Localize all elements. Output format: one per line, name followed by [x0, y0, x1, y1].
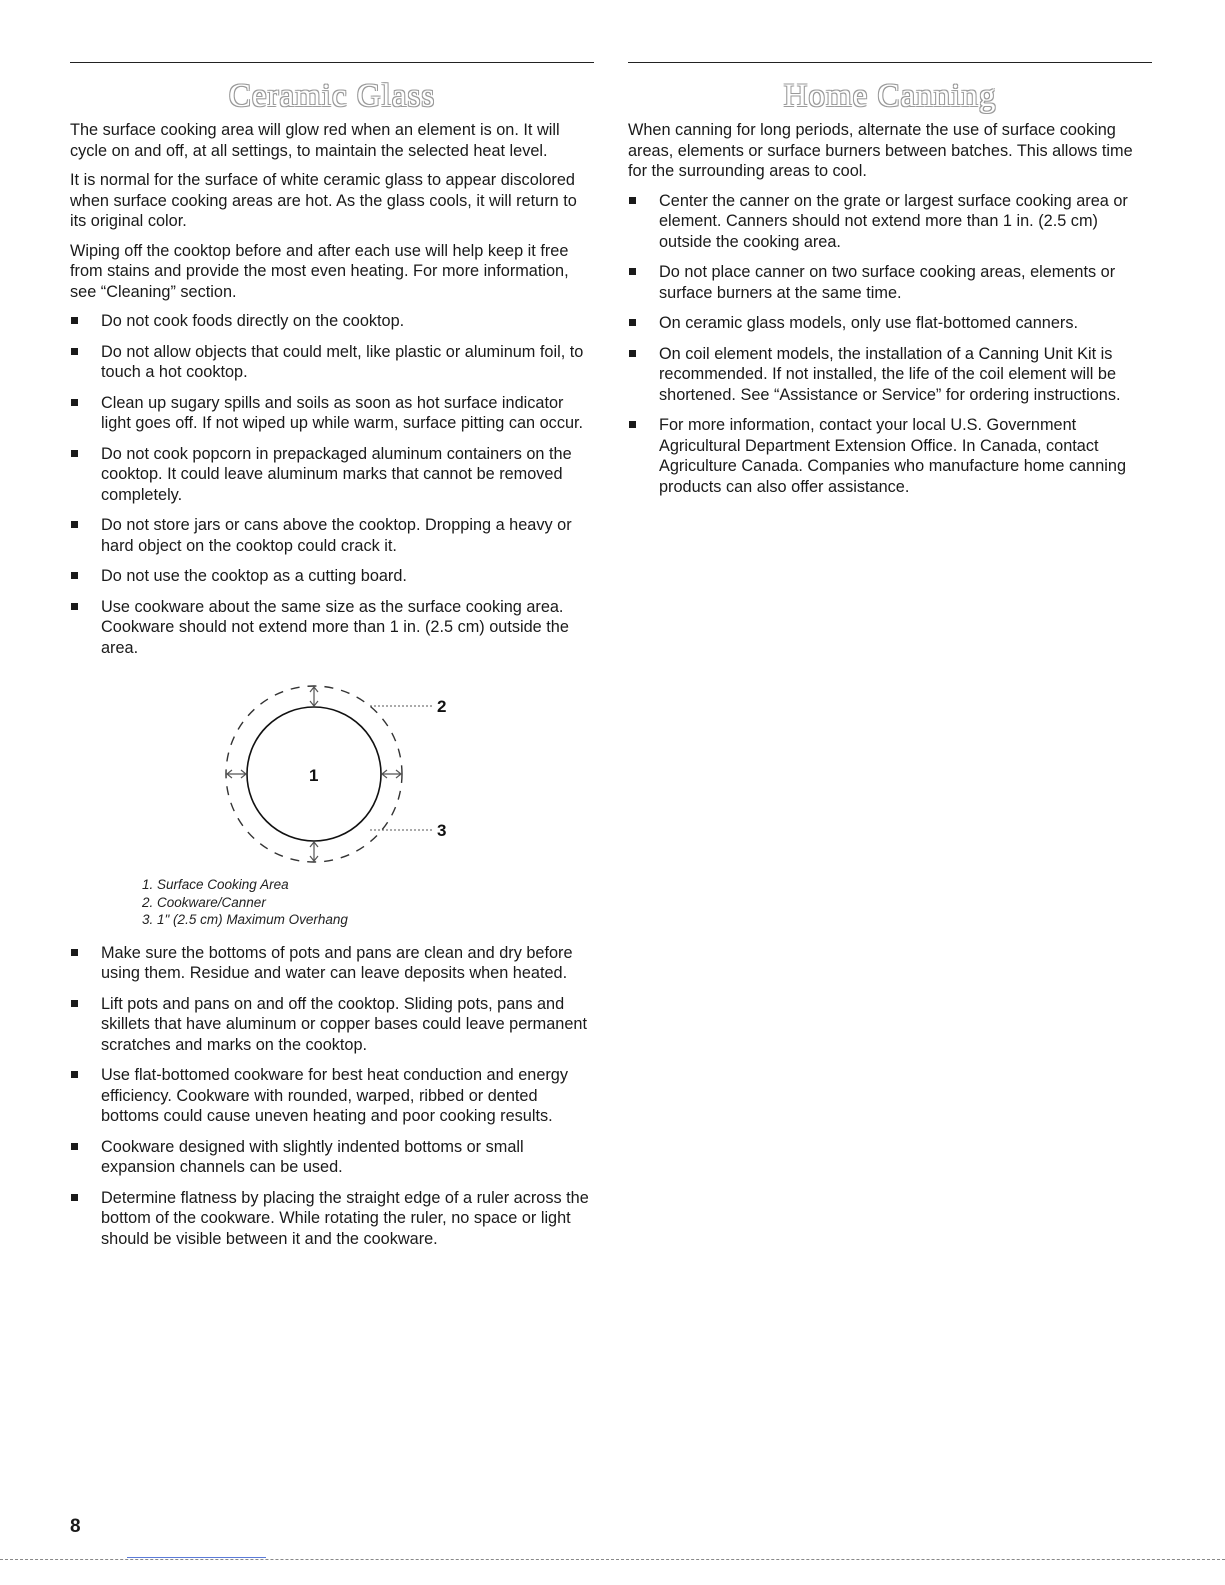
list-item: [70, 444, 594, 506]
list-item-text: Use flat-bottomed cookware for best heat conduction and energy efficiency. Cookware with rounded, warped, ribbed or dented bottoms could cause uneven heating and poor cooking results.: [101, 1066, 569, 1125]
list-item-text: On coil element models, the installation of a Canning Unit Kit is recommended. If not installed, the life of the coil element will be shortened. See “Assistance or Service” for ordering instructions.: [659, 344, 1121, 404]
list-item-text: For more information, contact your local U.S. Government Agricultural Department Extension Office. In Canada, contact Agriculture Canada. Companies who manufacture home canning products can also offer assistance.: [659, 416, 1126, 496]
list-item-text: Clean up sugary spills and soils as soon as hot surface indicator light goes off. If not wiped up while warm, surface pitting can occur.: [101, 393, 584, 432]
list-item-text: Determine flatness by placing the straight edge of a ruler across the bottom of the cookware. While rotating the ruler, no space or light should be visible between it and the cookware.: [101, 1188, 589, 1248]
bullet-icon: [71, 399, 78, 406]
list-item: [70, 515, 594, 556]
diagram-captions: [142, 876, 594, 929]
list-item-text: On ceramic glass models, only use flat-bottomed canners.: [659, 314, 1078, 332]
overhang-arrow-bottom: [310, 842, 318, 861]
bullet-icon: [629, 421, 636, 428]
bullet-icon: [71, 1143, 78, 1150]
list-item-text: Do not cook popcorn in prepackaged aluminum containers on the cooktop. It could leave aluminum marks that cannot be removed completely.: [101, 444, 572, 504]
bullet-icon: [71, 317, 78, 324]
list-item: [70, 393, 594, 434]
list-item: [70, 342, 594, 383]
list-item: [628, 313, 1152, 334]
list-item: [70, 994, 594, 1056]
list-item: [70, 566, 594, 587]
left-column-rule: [70, 62, 594, 63]
diagram-label-3: 3: [437, 821, 447, 840]
overhang-arrow-right: [382, 770, 401, 778]
bullet-icon: [71, 949, 78, 956]
overhang-arrow-left: [227, 770, 246, 778]
caption: 1. Surface Cooking Area: [142, 877, 289, 892]
paragraph: Wiping off the cooktop before and after each use will help keep it free from stains and provide the most even heating. For more information, see “Cleaning” section.: [70, 241, 569, 301]
diagram-label-1: 1: [309, 766, 319, 785]
caption: 2. Cookware/Canner: [142, 894, 266, 910]
list-item: [70, 597, 594, 659]
page-bottom-divider: [0, 1559, 1225, 1560]
list-item: [628, 191, 1152, 253]
list-item: [628, 415, 1152, 497]
bullet-icon: [71, 521, 78, 528]
bullet-icon: [71, 1071, 78, 1078]
list-item-text: Use cookware about the same size as the surface cooking area. Cookware should not extend more than 1 in. (2.5 cm) outside the area.: [101, 597, 569, 657]
list-item-text: Do not store jars or cans above the cooktop. Dropping a heavy or hard object on the cooktop could crack it.: [101, 516, 572, 555]
list-item-text: Do not use the cooktop as a cutting board.: [101, 567, 407, 585]
right-column-rule: [628, 62, 1152, 63]
list-item-text: Make sure the bottoms of pots and pans are clean and dry before using them. Residue and water can leave deposits when heated.: [101, 943, 573, 982]
list-item: [628, 262, 1152, 303]
list-item-text: Lift pots and pans on and off the cooktop. Sliding pots, pans and skillets that have aluminum or copper bases could leave permanent scratches and marks on the cooktop.: [101, 994, 587, 1054]
ceramic-tips-list: [70, 311, 594, 658]
list-item-text: Center the canner on the grate or largest surface cooking area or element. Canners should not extend more than 1 in. (2.5 cm) outside the cooking area.: [659, 191, 1128, 251]
bullet-icon: [71, 1194, 78, 1201]
paragraph: When canning for long periods, alternate the use of surface cooking areas, elements or surface burners between batches. This allows time for the surrounding areas to cool.: [628, 121, 1133, 180]
list-item-text: Do not place canner on two surface cooking areas, elements or surface burners at the same time.: [659, 263, 1116, 302]
scan-mark: [127, 1557, 266, 1558]
bullet-icon: [71, 348, 78, 355]
bullet-icon: [629, 197, 636, 204]
bullet-icon: [71, 572, 78, 579]
ceramic-glass-section: [70, 78, 594, 1259]
section-title-home-canning: Home Canning: [783, 78, 997, 114]
list-item-text: Cookware designed with slightly indented bottoms or small expansion channels can be used.: [101, 1137, 524, 1176]
list-item: [628, 344, 1152, 406]
cookware-tips-list: [70, 943, 594, 1250]
cookware-size-diagram: [70, 674, 594, 874]
paragraph: It is normal for the surface of white ceramic glass to appear discolored when surface cooking areas are hot. As the glass cools, it will return to its original color.: [70, 171, 577, 230]
canning-tips-list: [628, 191, 1152, 498]
overhang-arrow-top: [310, 687, 318, 706]
list-item-text: Do not cook foods directly on the cooktop.: [101, 312, 405, 330]
section-title-ceramic-glass: Ceramic Glass: [228, 78, 436, 114]
cookware-diagram-svg: [70, 674, 594, 874]
list-item: [70, 943, 594, 984]
bullet-icon: [629, 319, 636, 326]
list-item-text: Do not allow objects that could melt, like plastic or aluminum foil, to touch a hot cooktop.: [101, 342, 584, 381]
paragraph: The surface cooking area will glow red when an element is on. It will cycle on and off, at all settings, to maintain the selected heat level.: [70, 121, 560, 160]
bullet-icon: [71, 1000, 78, 1007]
bullet-icon: [629, 268, 636, 275]
list-item: [70, 1188, 594, 1250]
bullet-icon: [71, 450, 78, 457]
page-number: 8: [70, 1516, 81, 1537]
list-item: [70, 1065, 594, 1127]
list-item: [70, 311, 594, 332]
list-item: [70, 1137, 594, 1178]
diagram-label-2: 2: [437, 697, 447, 716]
home-canning-section: [628, 78, 1152, 507]
bullet-icon: [71, 603, 78, 610]
bullet-icon: [629, 350, 636, 357]
caption: 3. 1" (2.5 cm) Maximum Overhang: [142, 912, 348, 927]
